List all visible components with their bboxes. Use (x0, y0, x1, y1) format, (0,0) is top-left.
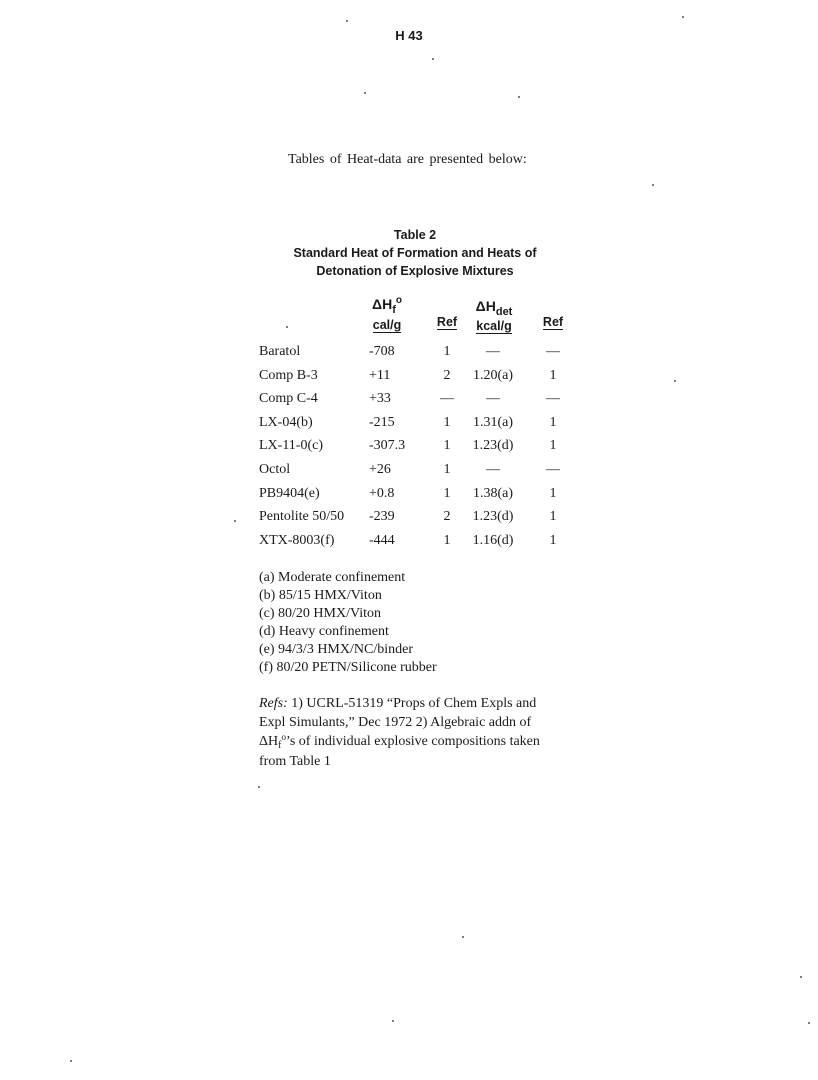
table-row (0, 533, 818, 555)
refs-text-part-1: 1) UCRL-51319 “Props of Chem Expls and Expl Simulants,” Dec 1972 2) Algebraic addn of ΔH (259, 696, 537, 749)
row-ref-1: 1 (443, 462, 451, 477)
header-heat-of-formation (362, 296, 412, 333)
row-heat-of-detonation: — (486, 462, 500, 477)
row-heat-of-formation: -444 (369, 532, 395, 548)
row-ref-1: 1 (443, 485, 451, 501)
table-row (0, 438, 818, 460)
header-heat-of-detonation (462, 298, 526, 334)
row-heat-of-formation: +0.8 (369, 485, 395, 501)
row-heat-of-detonation: — (486, 344, 500, 359)
row-name: Comp B-3 (259, 367, 318, 383)
scan-speck (800, 976, 802, 978)
row-heat-of-formation: -239 (369, 509, 395, 525)
table-subtitle-line-2: Detonation of Explosive Mixtures (316, 264, 514, 278)
row-name: Pentolite 50/50 (259, 509, 345, 525)
refs-superscript: o (281, 732, 286, 742)
table-subtitle-line-1: Standard Heat of Formation and Heats of (293, 246, 537, 260)
row-ref-1: 1 (443, 344, 451, 359)
scan-speck (518, 96, 520, 98)
refs-subscript: f (278, 740, 282, 751)
header-hdet-unit: kcal/g (476, 319, 512, 333)
scan-speck (364, 92, 366, 94)
intro-text: Tables of Heat-data are presented below: (288, 152, 527, 167)
footnote-b: (b) 85/15 HMX/Viton (259, 588, 382, 603)
header-ref-2: Ref (542, 315, 564, 329)
row-heat-of-formation: +26 (369, 462, 391, 477)
row-heat-of-formation: +33 (369, 391, 391, 407)
footnotes (259, 569, 437, 677)
table-caption (250, 226, 580, 280)
footnote-d: (d) Heavy confinement (259, 624, 389, 639)
table-row (0, 368, 818, 390)
row-ref-2: — (546, 391, 560, 407)
row-name: Octol (259, 462, 291, 477)
row-heat-of-detonation: 1.23(d) (472, 509, 514, 525)
row-ref-2: — (546, 344, 560, 359)
table-row (0, 415, 818, 437)
row-ref-2: 1 (549, 367, 557, 383)
scan-speck (432, 58, 434, 60)
footnote-f: (f) 80/20 PETN/Silicone rubber (259, 660, 437, 675)
row-ref-2: — (546, 462, 560, 477)
refs-label: Refs: (259, 696, 288, 711)
row-ref-2: 1 (549, 532, 557, 548)
row-name: LX-11-0(c) (259, 438, 324, 454)
row-heat-of-detonation: 1.31(a) (472, 414, 514, 430)
scan-speck (682, 16, 684, 18)
scan-speck (392, 1020, 394, 1022)
row-heat-of-detonation: — (486, 391, 500, 407)
scan-speck (808, 1022, 810, 1024)
header-hf-symbol: ΔHf$^o$ (372, 295, 402, 316)
header-hdet-symbol: ΔHdet (475, 298, 513, 318)
row-ref-2: 1 (549, 509, 557, 525)
row-ref-1: — (440, 391, 454, 407)
table-title: Table 2 (393, 228, 437, 242)
table-row (0, 462, 818, 484)
references-paragraph (259, 694, 559, 771)
footnote-a: (a) Moderate confinement (259, 570, 406, 585)
table-row (0, 391, 818, 413)
refs-text-part-2: ’s of individual explosive compositions taken from Table 1 (259, 734, 540, 769)
table-row (0, 344, 818, 366)
scan-speck (286, 326, 288, 328)
scan-speck (346, 20, 348, 22)
header-ref-1: Ref (436, 315, 458, 329)
row-heat-of-detonation: 1.23(d) (472, 438, 514, 454)
row-name: XTX-8003(f) (259, 532, 335, 548)
row-heat-of-detonation: 1.16(d) (472, 532, 514, 548)
scan-speck (462, 936, 464, 938)
scan-speck (258, 786, 260, 788)
scan-speck (70, 1060, 72, 1062)
row-heat-of-formation: -215 (369, 414, 395, 430)
row-ref-2: 1 (549, 414, 557, 430)
row-name: PB9404(e) (259, 485, 320, 501)
row-name: LX-04(b) (259, 414, 313, 430)
row-name: Comp C-4 (259, 391, 318, 407)
row-heat-of-formation: +11 (369, 367, 391, 383)
row-ref-1: 1 (443, 532, 451, 548)
footnote-e: (e) 94/3/3 HMX/NC/binder (259, 642, 413, 657)
scan-speck (652, 184, 654, 186)
row-ref-1: 2 (443, 367, 451, 383)
row-heat-of-formation: -307.3 (369, 438, 406, 454)
page-number: H 43 (395, 28, 423, 43)
header-hf-unit: cal/g (372, 318, 402, 332)
row-ref-2: 1 (549, 485, 557, 501)
row-ref-2: 1 (549, 438, 557, 454)
row-name: Baratol (259, 344, 301, 359)
scan-speck (674, 380, 676, 382)
row-ref-1: 2 (443, 509, 451, 525)
row-ref-1: 1 (443, 414, 451, 430)
row-ref-1: 1 (443, 438, 451, 454)
footnote-c: (c) 80/20 HMX/Viton (259, 606, 382, 621)
row-heat-of-detonation: 1.20(a) (472, 367, 514, 383)
table-row (0, 486, 818, 508)
row-heat-of-formation: -708 (369, 344, 395, 359)
table-row (0, 509, 818, 531)
scan-speck (234, 520, 236, 522)
row-heat-of-detonation: 1.38(a) (472, 485, 514, 501)
